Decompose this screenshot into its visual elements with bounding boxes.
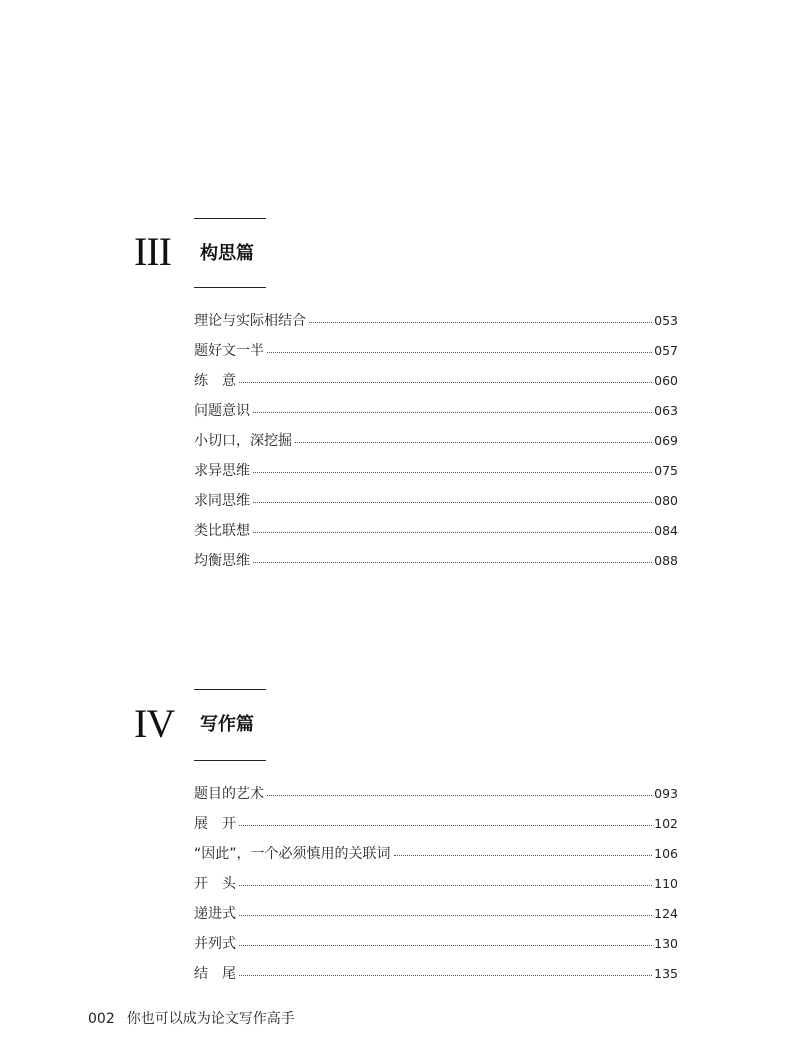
dot-leader <box>295 442 652 443</box>
section-4-title: 写作篇 <box>200 714 254 735</box>
toc-entry[interactable] <box>194 520 678 550</box>
dot-leader <box>309 322 652 323</box>
toc-entry-page: 110 <box>654 876 678 891</box>
toc-entry[interactable] <box>194 400 678 430</box>
toc-entry-page: 080 <box>654 493 678 508</box>
toc-entry-label: 求同思维 <box>194 493 250 509</box>
section-3-top-rule <box>194 218 266 219</box>
toc-entry[interactable] <box>194 550 678 580</box>
toc-entry[interactable] <box>194 460 678 490</box>
section-3-title: 构思篇 <box>200 243 254 264</box>
dot-leader <box>253 532 652 533</box>
toc-entry[interactable] <box>194 490 678 520</box>
dot-leader <box>239 975 652 976</box>
toc-entry-page: 106 <box>654 846 678 861</box>
dot-leader <box>394 855 653 856</box>
toc-entry-page: 057 <box>654 343 678 358</box>
toc-entry[interactable] <box>194 963 678 993</box>
dot-leader <box>253 502 652 503</box>
footer-page-number: 002 <box>88 1011 115 1027</box>
toc-entry-label: 递进式 <box>194 906 236 922</box>
toc-entry-label: 理论与实际相结合 <box>194 313 306 329</box>
toc-entry[interactable] <box>194 933 678 963</box>
toc-entry-label: 问题意识 <box>194 403 250 419</box>
toc-entry-page: 088 <box>654 553 678 568</box>
toc-entry-page: 135 <box>654 966 678 981</box>
toc-entry[interactable] <box>194 843 678 873</box>
dot-leader <box>253 472 652 473</box>
toc-entry-label: 类比联想 <box>194 523 250 539</box>
toc-entry-page: 102 <box>654 816 678 831</box>
toc-entry-label: 并列式 <box>194 936 236 952</box>
toc-entry-label: 小切口，深挖掘 <box>194 433 292 449</box>
toc-entry-label: 练 意 <box>194 373 236 389</box>
section-3-toc <box>194 310 678 580</box>
toc-entry-label: 题好文一半 <box>194 343 264 359</box>
toc-entry[interactable] <box>194 370 678 400</box>
toc-entry-label: 开 头 <box>194 876 236 892</box>
section-4-numeral: IV <box>134 701 175 746</box>
dot-leader <box>239 382 652 383</box>
toc-entry-label: 结 尾 <box>194 966 236 982</box>
toc-entry-label: 均衡思维 <box>194 553 250 569</box>
dot-leader <box>267 352 652 353</box>
footer-book-title: 你也可以成为论文写作高手 <box>126 1011 295 1027</box>
toc-entry-page: 084 <box>654 523 678 538</box>
dot-leader <box>267 795 652 796</box>
dot-leader <box>239 945 652 946</box>
dot-leader <box>239 915 652 916</box>
section-4-top-rule <box>194 689 266 690</box>
toc-entry[interactable] <box>194 813 678 843</box>
section-4-bottom-rule <box>194 760 266 761</box>
dot-leader <box>253 412 652 413</box>
toc-entry[interactable] <box>194 783 678 813</box>
toc-entry[interactable] <box>194 873 678 903</box>
toc-entry[interactable] <box>194 430 678 460</box>
toc-entry[interactable] <box>194 340 678 370</box>
toc-entry[interactable] <box>194 310 678 340</box>
toc-entry-page: 130 <box>654 936 678 951</box>
toc-entry-label: 题目的艺术 <box>194 786 264 802</box>
toc-entry[interactable] <box>194 903 678 933</box>
page-footer <box>88 1008 295 1028</box>
toc-entry-page: 053 <box>654 313 678 328</box>
toc-entry-page: 060 <box>654 373 678 388</box>
toc-entry-page: 069 <box>654 433 678 448</box>
toc-entry-page: 093 <box>654 786 678 801</box>
toc-entry-label: “因此”，一个必须慎用的关联词 <box>194 846 391 862</box>
section-4-toc <box>194 783 678 993</box>
toc-entry-page: 063 <box>654 403 678 418</box>
section-3-numeral: III <box>134 229 171 274</box>
toc-entry-page: 075 <box>654 463 678 478</box>
toc-entry-label: 求异思维 <box>194 463 250 479</box>
toc-entry-label: 展 开 <box>194 816 236 832</box>
dot-leader <box>239 885 652 886</box>
toc-entry-page: 124 <box>654 906 678 921</box>
dot-leader <box>253 562 652 563</box>
section-3-bottom-rule <box>194 287 266 288</box>
dot-leader <box>239 825 652 826</box>
